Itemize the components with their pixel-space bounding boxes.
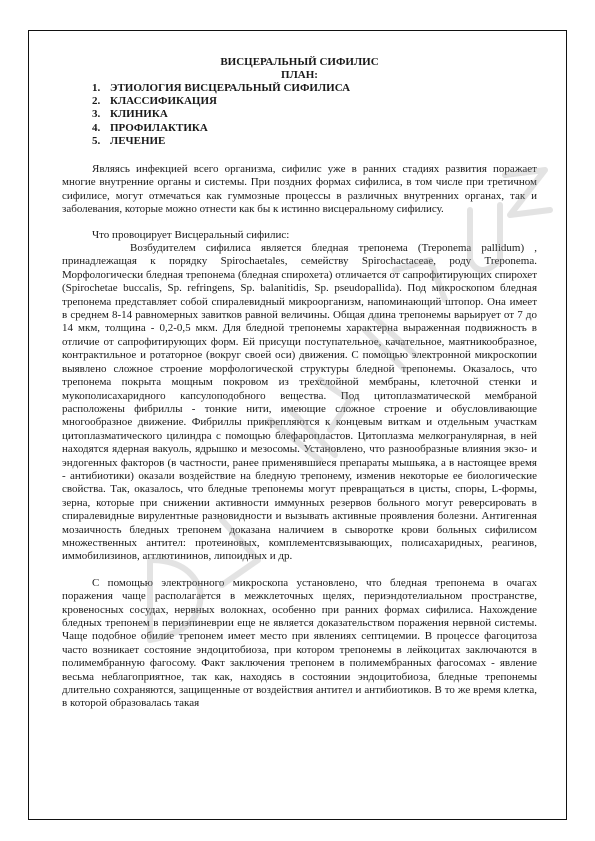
document-body	[62, 56, 537, 711]
plan-item-text: ПРОФИЛАКТИКА	[110, 121, 208, 134]
plan-item-number: 4.	[92, 121, 101, 134]
plan-item	[62, 108, 537, 121]
plan-list	[62, 82, 537, 148]
plan-item-number: 2.	[92, 95, 101, 108]
intro-paragraph: Являясь инфекцией всего организма, сифилис уже в ранних стадиях развития поражает многие внутренние органы и системы. При поздних формах сифилиса, в том числе при третичном сифилисе, могут отмечаться как гуммозные процессы в различных внутренних органах, так и заболевания, которые можно отнести как бы к истинно висцеральному сифилису.	[62, 163, 537, 216]
plan-item	[62, 135, 537, 148]
document-title: ВИСЦЕРАЛЬНЫЙ СИФИЛИС	[220, 56, 379, 68]
plan-item-text: ЭТИОЛОГИЯ ВИСЦЕРАЛЬНЫЙ СИФИЛИСА	[110, 82, 351, 94]
electron-microscopy-paragraph: С помощью электронного микроскопа установлено, что бледная трепонема в очагах поражения чаще располагается в межклеточных щелях, периэндотелиальном пространстве, кровеносных сосудах, нервных волокнах, особенно при ранних формах сифилиса. Нахождение бледных трепонем в периэпиневрии еще не является доказательством поражения нервной системы. Чаще подобное обилие трепонем имеет место при явлениях септицемии. В процессе фагоцитоза часто возникает состояние эндоцитобиоза, при котором трепонемы в лейкоцитах заключаются в полимембранную фагосому. Факт заключения трепонем в полимембранных фагосомах - явление весьма неблагоприятное, так как, находясь в состоянии эндоцитобиоза, бледные трепонемы длительно сохраняются, защищенные от воздействия антител и антибиотиков. В то же время клетка, в которой образовалась такая	[62, 576, 537, 710]
plan-item	[62, 95, 537, 108]
plan-heading: ПЛАН:	[281, 69, 318, 81]
etiology-paragraph: Возбудителем сифилиса является бледная трепонема (Treponema pallidum) , принадлежащая к порядку Spirochaetales, семейству Spirochactaceae, роду Treponema. Морфологически бледная трепонема (бледная спирохета) отличается от сапрофитирующих спирохет (Spirochetae buccalis, Sp. refringens, Sp. balanitidis, Sp. pseudopallida). Под микроскопом бледная трепонема представляет собой спиралевидный микроорганизм, напоминающий штопор. Она имеет в среднем 8-14 равномерных завитков равной величины. Общая длина трепонемы варьирует от 7 до 14 мкм, толщина - 0,2-0,5 мкм. Для бледной трепонемы характерна выраженная подвижность в отличие от сапрофитирующих форм. Ей присущи поступательное, качательное, маятникообразное, контрактильное и ротаторное (вокруг своей оси) движения. С помощью электронной микроскопии выявлено сложное строение морфологической структуры бледной трепонемы. Оказалось, что трепонема покрыта мощным покровом из трехслойной мембраны, клеточной стенки и мукополисахаридного капсулоподобного вещества. Под цитоплазматической мембраной расположены фибриллы - тонкие нити, имеющие сложное строение и обусловливающие многообразное движение. Фибриллы прикрепляются к концевым виткам и отдельным участкам цитоплазматического цилиндра с помощью блефаропластов. Цитоплазма мелкогранулярная, в ней находятся ядерная вакуоль, ядрышко и мезосомы. Установлено, что разнообразные влияния экзо- и эндогенных факторов (в частности, ранее применявшиеся препараты мышьяка, а в настоящее время - антибиотики) оказали воздействие на бледную трепонему, изменив некоторые ее биологические свойства. Так, оказалось, что бледные трепонемы могут превращаться в цисты, споры, L-формы, зерна, которые при снижении активности иммунных резервов больного могут реверсировать в спиралевидные вирулентные разновидности и вызывать активные проявления болезни. Антигенная мозаичность бледных трепонем доказана наличием в сыворотке крови больных сифилисом множественных антител: протеиновых, комплементсвязывающих, полисахаридных, реагинов, иммобилизинов, агглютининов, липоидных и др.	[62, 242, 537, 563]
plan-item-text: КЛАССИФИКАЦИЯ	[110, 95, 217, 108]
plan-item-number: 1.	[92, 82, 101, 94]
plan-item-text: ЛЕЧЕНИЕ	[110, 134, 166, 147]
plan-item	[62, 82, 537, 95]
plan-item-text: КЛИНИКА	[110, 108, 168, 121]
question-line: Что провоцирует Висцеральный сифилис:	[92, 228, 290, 241]
plan-item-number: 5.	[92, 134, 101, 147]
plan-item	[62, 122, 537, 135]
plan-item-number: 3.	[92, 108, 101, 121]
